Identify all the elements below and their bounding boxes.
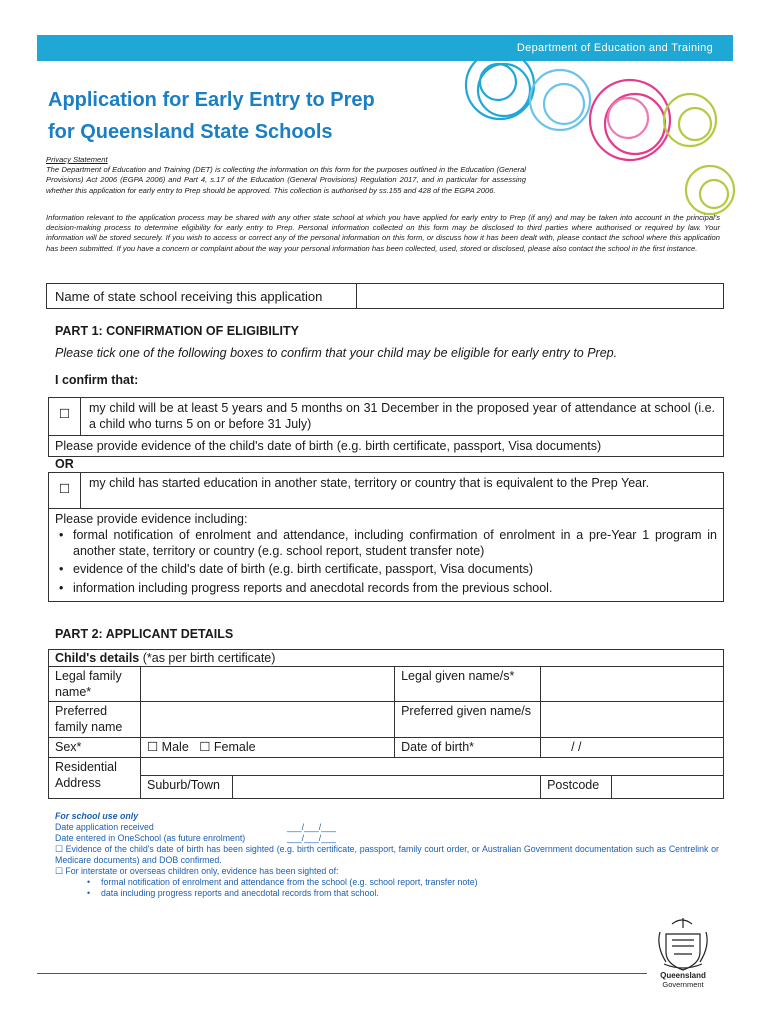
- queensland-government-logo: [652, 914, 714, 990]
- postcode-cell: [541, 776, 724, 799]
- legal-given-field[interactable]: [541, 667, 724, 702]
- date-received-label: Date application received: [55, 822, 154, 832]
- evidence-item: • formal notification of enrolment and attendance, including confirmation of enrolment in a pre-Year 1 program in another state, territory or country (e.g. school report, student transfer note): [55, 527, 717, 559]
- dob-label: Date of birth*: [395, 738, 541, 758]
- privacy-heading: Privacy Statement: [46, 155, 108, 164]
- suburb-label: Suburb/Town: [141, 776, 233, 799]
- option2-evidence: [49, 509, 724, 602]
- date-entered-label: Date entered in OneSchool (as future enrolment): [55, 833, 246, 843]
- school-use-section: [55, 811, 719, 899]
- footer-divider: [37, 973, 647, 974]
- date-received-blank[interactable]: ___/___/___: [287, 822, 336, 832]
- sex-female-option[interactable]: ☐ Female: [199, 740, 256, 754]
- page-title: [48, 84, 375, 148]
- school-name-field[interactable]: [357, 284, 724, 309]
- school-use-item: • data including progress reports and anecdotal records from that school.: [83, 888, 719, 899]
- residential-address-label: Residential Address: [49, 758, 141, 799]
- school-use-heading: For school use only: [55, 811, 139, 821]
- school-use-item: • formal notification of enrolment and attendance from the school (e.g. school report, transfer note): [83, 877, 719, 888]
- school-use-list: [55, 877, 719, 899]
- logo-text-government: Government: [662, 980, 704, 989]
- address-field[interactable]: [141, 758, 724, 776]
- department-name: Department of Education and Training: [516, 42, 713, 54]
- applicant-details-table: [48, 649, 724, 799]
- privacy-statement: [46, 155, 526, 196]
- date-received-row: [55, 822, 719, 833]
- child-details-note: (*as per birth certificate): [139, 651, 276, 665]
- option1-checkbox[interactable]: ☐: [49, 398, 81, 436]
- date-entered-blank[interactable]: ___/___/___: [287, 833, 336, 843]
- option2-evidence-list: [55, 527, 717, 597]
- confirm-label: I confirm that:: [55, 373, 139, 387]
- sex-label: Sex*: [49, 738, 141, 758]
- header-banner: [37, 35, 733, 61]
- option2-evidence-intro: Please provide evidence including:: [55, 512, 248, 526]
- legal-family-field[interactable]: [141, 667, 395, 702]
- dob-field[interactable]: / /: [541, 738, 724, 758]
- or-label: OR: [55, 457, 74, 471]
- postcode-label: Postcode: [541, 776, 611, 798]
- part2-heading: PART 2: APPLICANT DETAILS: [55, 627, 234, 641]
- privacy-paragraph-1: The Department of Education and Training (DET) is collecting the information on this form for the purposes outlined in the Education (General Provisions) Act 2006 (EGPA 2006) and Part 4, s.17 of the Education (General Provisions) Regulation 2017, and in particular for assessing whether this application for early entry to Prep should be approved. This collection is authorised by ss.155 and 428 of the EGPA 2006.: [46, 165, 526, 195]
- preferred-family-label: Preferred family name: [49, 702, 141, 738]
- evidence-item: • information including progress reports and anecdotal records from the previous school.: [55, 579, 717, 597]
- part1-heading: PART 1: CONFIRMATION OF ELIGIBILITY: [55, 324, 299, 338]
- school-check-dob[interactable]: ☐ Evidence of the child's date of birth has been sighted (e.g. birth certificate, passport, family court order, or Australian Government documentation such as Centrelink or Medicare documents) and DOB confirmed.: [55, 844, 719, 865]
- preferred-family-field[interactable]: [141, 702, 395, 738]
- title-line-2: for Queensland State Schools: [48, 121, 333, 143]
- logo-text-queensland: Queensland: [660, 971, 706, 980]
- eligibility-option-1: [48, 397, 724, 457]
- school-check-interstate[interactable]: ☐ For interstate or overseas children only, evidence has been sighted of:: [55, 866, 339, 876]
- preferred-given-label: Preferred given name/s: [395, 702, 541, 738]
- legal-family-label: Legal family name*: [49, 667, 141, 702]
- option2-checkbox[interactable]: ☐: [49, 473, 81, 509]
- sex-male-option[interactable]: ☐ Male: [147, 740, 189, 754]
- legal-given-label: Legal given name/s*: [395, 667, 541, 702]
- option1-evidence: Please provide evidence of the child's date of birth (e.g. birth certificate, passport, Visa documents): [49, 436, 724, 457]
- decorative-swirls: [440, 60, 740, 220]
- school-name-table: [46, 283, 724, 309]
- date-entered-row: [55, 833, 719, 844]
- option1-text: my child will be at least 5 years and 5 months on 31 December in the proposed year of attendance at school (i.e. a child who turns 5 on or before 31 July): [81, 398, 724, 436]
- preferred-given-field[interactable]: [541, 702, 724, 738]
- title-line-1: Application for Early Entry to Prep: [48, 89, 375, 111]
- suburb-field[interactable]: [233, 776, 541, 799]
- postcode-field[interactable]: [611, 776, 723, 798]
- part1-instruction: Please tick one of the following boxes to confirm that your child may be eligible for early entry to Prep.: [55, 346, 618, 360]
- child-details-header: [49, 650, 724, 667]
- evidence-item: • evidence of the child's date of birth (e.g. birth certificate, passport, Visa documents): [55, 559, 717, 579]
- eligibility-option-2: [48, 472, 724, 602]
- school-name-label: Name of state school receiving this application: [47, 284, 357, 309]
- privacy-paragraph-2: Information relevant to the application process may be shared with any other state school at which you have applied for early entry to Prep (if any) and may be taken into account in the principal's decision-making process to determine eligibility for early entry to Prep. Personal information collected on this form may be disclosed to third parties where authorised or required by law. Your information will be stored securely. If you wish to access or correct any of the personal information on this form, or discuss how it has been dealt with, please contact the school where this application has been submitted. If you have a concern or complaint about the way your personal information has been collected, used, stored or disclosed, please also contact the school in the first instance.: [46, 213, 720, 253]
- option2-text: my child has started education in another state, territory or country that is equivalent to the Prep Year.: [81, 473, 724, 509]
- postcode-inner: [541, 776, 723, 798]
- child-details-title: Child's details: [55, 651, 140, 665]
- sex-options: [141, 738, 395, 758]
